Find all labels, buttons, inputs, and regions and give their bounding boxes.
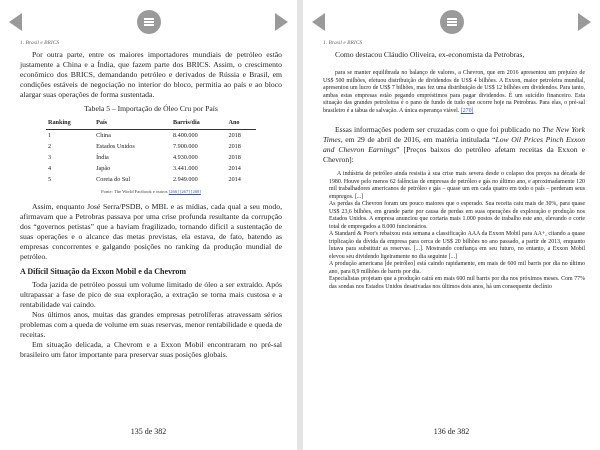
table-cell: 5: [48, 176, 52, 183]
right-page-content: [323, 50, 585, 291]
table-row: [46, 163, 256, 174]
right-page-nav: [303, 10, 600, 36]
next-page-icon[interactable]: [275, 13, 288, 31]
table-row: [46, 174, 256, 185]
table-cell: 4.930.000: [172, 154, 198, 161]
quote-text: para se manter equilibrada no balanço de valores, a Chevron, que em 2016 apresentou um prejuízo de US$ 500 milhões, efetuou distribuição de dividendos de US$ 4 bilhões. A Exxon, maior petroleira mundial, apresentou um lucro de US$ 7 bilhões, mas fez uma distribuição de US$ 12 bilhões em dividendos. Para tanto, ambas estas empresas estão pegando empréstimos para pagar dividendos. É um suicídio financeiro. Esta situação das grandes petroleiras é o pano de fundo de tudo que ocorre hoje na Petrobras. Para elas, o pré-sal brasileiro é a tábua de salvação. A única esperança viável.: [323, 70, 585, 114]
column-header: Ano: [226, 117, 256, 130]
table-cell: Estados Unidos: [96, 143, 135, 150]
table-cell: 7.900.000: [172, 143, 198, 150]
column-header: Barris/dia: [171, 117, 227, 130]
import-table: [46, 117, 256, 185]
page-number: 136 de 382: [433, 427, 470, 436]
table-source-refs-link[interactable]: [266] [267] [268]: [168, 189, 201, 194]
paragraph: [323, 125, 585, 165]
text-run: Essas informações podem ser cruzadas com o que foi publicado no: [335, 125, 543, 134]
next-page-icon[interactable]: [578, 13, 591, 31]
table-cell: 8.400.000: [172, 132, 198, 139]
menu-icon[interactable]: [137, 10, 161, 34]
quote-paragraph: A indústria de petróleo ainda resistia à sua crise mais severa desde o colapso dos preços na década de 1980. Houve pelo menos 62 falências de empresas de petróleo e gás no último ano, e aproximadamente 120 mil trabalhadores americanos de petróleo e gás – quase um em cada quatro em todo o país – perderam seus empregos. [...]: [329, 171, 585, 200]
paragraph: Assim, enquanto José Serra/PSDB, o MBL e as mídias, cada qual a seu modo, afirmavam que a Petrobras passava por uma crise profunda resultante da corrupção dos “governos petistas” que a haviam fragilizado, tornando difícil a sustentação de suas operações e o alcance das metas previstas, ela estava, de fato, batendo as empresas concorrentes e galgando posições no ranking da produção mundial de petróleo.: [20, 202, 282, 261]
table-cell: Índia: [96, 154, 109, 161]
table-cell: China: [96, 132, 111, 139]
column-header: Ranking: [46, 117, 94, 130]
table-caption: Tabela 5 – Importação de Óleo Cru por País: [84, 104, 218, 113]
left-page-content: [20, 50, 282, 360]
table-cell: Coreia do Sul: [96, 176, 131, 183]
article-title: Low Oil Prices Pinch Exxon and Chevron Earnings: [323, 135, 585, 154]
quote-paragraph: As perdas da Chevron foram um pouco maiores que o esperado. Sua receita caiu mais de 30%, para quase US$ 23,6 bilhões, em grande parte por causa de perdas em suas operações de exploração e produção nos Estados Unidos. A empresa anunciou que cortaria mais 1.000 postos de trabalho este ano, elevando o corte total de empregados a 8.000 funcionários.: [329, 201, 585, 230]
previous-page-icon[interactable]: [312, 13, 325, 31]
quote-paragraph: Especialistas projetam que a produção cairá em mais 600 mil barris por dia nos próximos meses. Com 77% das sondas nos Estados Unidos desativadas nos últimos dois anos, há um consequente declínio: [329, 276, 585, 290]
quote-paragraph: A Standard & Poor's rebaixou esta semana a classificação AAA da Exxon Mobil para AA+, citando a quase triplicação da dívida da empresa para cerca de US$ 20 bilhões no ano passado, a partir de 2013, enquanto lutava para substituir as reservas. [...]. Mostrando confiança em seu futuro, no entanto, a Exxon Mobil elevou seu dividendo ligeiramente no dia seguinte [...]: [329, 231, 585, 260]
table-cell: 2: [48, 143, 52, 150]
table-row: [46, 141, 256, 152]
column-header: País: [94, 117, 171, 130]
table-cell: 2018: [228, 154, 241, 161]
table-row: [46, 152, 256, 163]
text-run: , em 29 de abril de 2016, em matéria intitulada “: [340, 135, 496, 144]
paragraph: Por outra parte, entre os maiores importadores mundiais de petróleo estão justamente a China e a Índia, que fazem parte dos BRICS. Assim, o crescimento econômico dos BRICS, demandando petróleo e derivados de Rússia e Brasil, em condições estáveis de negociação no interior do bloco, permitia ao país e ao bloco alargar suas operações de forma sustentada.: [20, 50, 282, 99]
table-source-text: Fonte: The World Factbook e outros: [101, 189, 168, 194]
text-run: ” [Preços baixos do petróleo afetam receitas da Exxon e Chevron]:: [323, 145, 585, 164]
table-cell: 4: [48, 165, 52, 172]
left-page-nav: [0, 10, 297, 36]
previous-page-icon[interactable]: [9, 13, 22, 31]
paragraph: Em situação delicada, a Chevrom e a Exxon Mobil encontraram no pré-sal brasileiro um fator importante para preservar suas posições globais.: [20, 340, 282, 359]
table-cell: 3: [48, 154, 52, 161]
table-cell: 1: [48, 132, 52, 139]
table-cell: Japão: [96, 165, 111, 172]
paragraph: Nos últimos anos, muitas das grandes empresas petrolíferas atravessam sérios problemas com a queda de volume em suas reservas, menor rentabilidade e queda de receitas.: [20, 310, 282, 339]
table-row: [46, 130, 256, 142]
block-quote: [329, 171, 585, 291]
table-source: [20, 187, 282, 197]
table-cell: 2018: [228, 132, 241, 139]
reference-link[interactable]: [270]: [460, 107, 474, 114]
table-cell: 2.949.000: [172, 176, 198, 183]
right-page: [303, 0, 600, 450]
table-cell: 3.441.000: [172, 165, 198, 172]
menu-icon[interactable]: [440, 10, 464, 34]
section-heading: A Difícil Situação da Exxon Mobil e da Chevrom: [20, 267, 187, 276]
paragraph: Toda jazida de petróleo possui um volume limitado de óleo a ser extraído. Após ultrapassar a fase de pico de sua exploração, a extração se torna mais custosa e a rentabilidade vai caindo.: [20, 280, 282, 309]
table-cell: 2018: [228, 143, 241, 150]
quote-paragraph: A produção americana [de petróleo] está caindo rapidamente, em mais de 600 mil barris por dia no último ano, para 8,9 milhões de barris por dia.: [329, 261, 585, 275]
table-header-row: [46, 117, 256, 130]
quote-paragraph: [323, 70, 585, 115]
publication-title: The New York Times: [323, 125, 585, 144]
left-page: [0, 0, 297, 450]
running-head: 1. Brasil e BRICS: [323, 40, 363, 46]
page-number: 135 de 382: [130, 427, 167, 436]
paragraph: Como destacou Cláudio Oliveira, ex-economista da Petrobras,: [335, 50, 525, 59]
running-head: 1. Brasil e BRICS: [20, 40, 60, 46]
table-cell: 2014: [228, 165, 241, 172]
table-cell: 2014: [228, 176, 241, 183]
